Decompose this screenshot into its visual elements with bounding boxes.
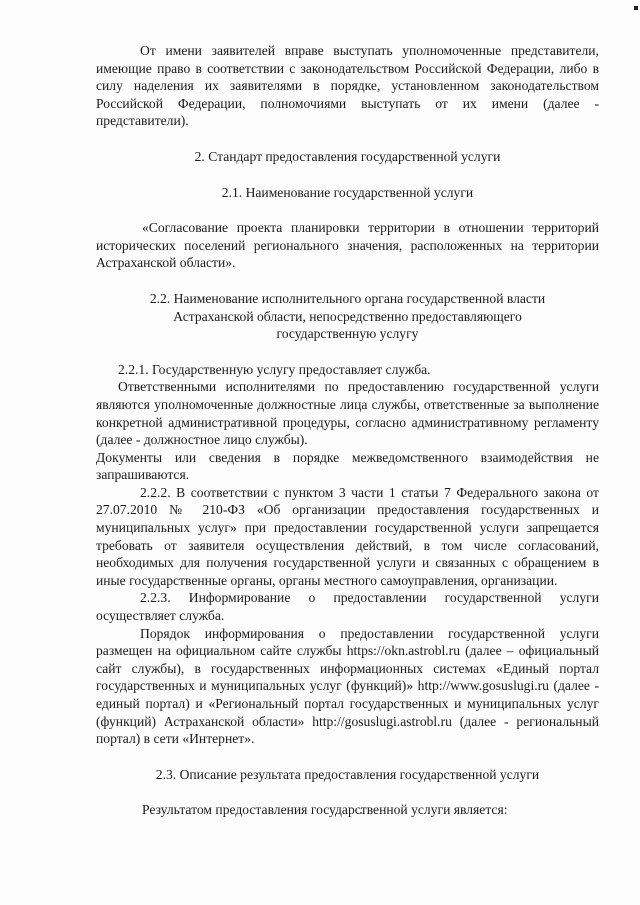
heading-2-2-line-3: государственную услугу xyxy=(276,326,419,342)
heading-section-2-3: 2.3. Описание результата предоставления государственной услуги xyxy=(155,766,540,782)
paragraph-result-intro: Результатом предоставления государственной услуги является: xyxy=(142,802,508,818)
document-body xyxy=(96,42,599,819)
paragraph-executors: Ответственными исполнителями по предоставлению государственной услуги являются уполномоченные должностные лица службы, ответственные за выполнение конкретной административной процедуры, согласно административному регламенту (далее - должностное лицо службы). xyxy=(96,379,599,448)
paragraph-representatives: От имени заявителей вправе выступать уполномоченные представители, имеющие право в соответствии с законодательством Российской Федерации, либо в силу наделения их заявителями в порядке, установленном законодательством Российской Федерации, полномочиями выступать от их имени (далее - представители). xyxy=(96,43,599,129)
heading-2-2-line-1: 2.2. Наименование исполнительного органа государственной власти xyxy=(149,290,546,306)
paragraph-2-2-1: 2.2.1. Государственную услугу предоставляет служба. xyxy=(118,361,431,377)
paragraph-2-2-2: 2.2.2. В соответствии с пунктом 3 части 1 статьи 7 Федерального закона от 27.07.2010 № 210-ФЗ «Об организации предоставления государственных и муниципальных услуг» при предоставлении государственной услуги запрещается требовать от заявителя осуществления действий, в том числе согласований, необходимых для получения государственной услуги и связанных с обращением в иные государственные органы, органы местного самоуправления, организации. xyxy=(96,484,599,588)
heading-section-2: 2. Стандарт предоставления государственной услуги xyxy=(194,148,501,164)
paragraph-2-2-3: 2.2.3. Информирование о предоставлении государственной услуги осуществляет служба. xyxy=(96,590,599,624)
paragraph-informing-order: Порядок информирования о предоставлении государственной услуги размещен на официальном сайте службы https://okn.astrobl.ru (далее – официальный сайт службы), в государственных информационных системах «Единый портал государственных и муниципальных услуг (функций)» http://www.gosuslugi.ru (далее - единый портал) и «Региональный портал государственных и муниципальных услуг (функций) Астраханской области» http://gosuslugi.astrobl.ru (далее - региональный портал) в сети «Интернет». xyxy=(96,625,599,747)
heading-2-2-line-2: Астраханской области, непосредственно предоставляющего xyxy=(173,308,522,324)
scan-mark xyxy=(634,6,638,10)
paragraph-service-name: «Согласование проекта планировки территории в отношении территорий исторических поселений регионального значения, расположенных на территории Астраханской области». xyxy=(96,220,599,271)
heading-section-2-2 xyxy=(96,290,599,343)
heading-section-2-1: 2.1. Наименование государственной услуги xyxy=(221,184,474,200)
paragraph-documents: Документы или сведения в порядке межведомственного взаимодействия не запрашиваются. xyxy=(96,449,599,483)
